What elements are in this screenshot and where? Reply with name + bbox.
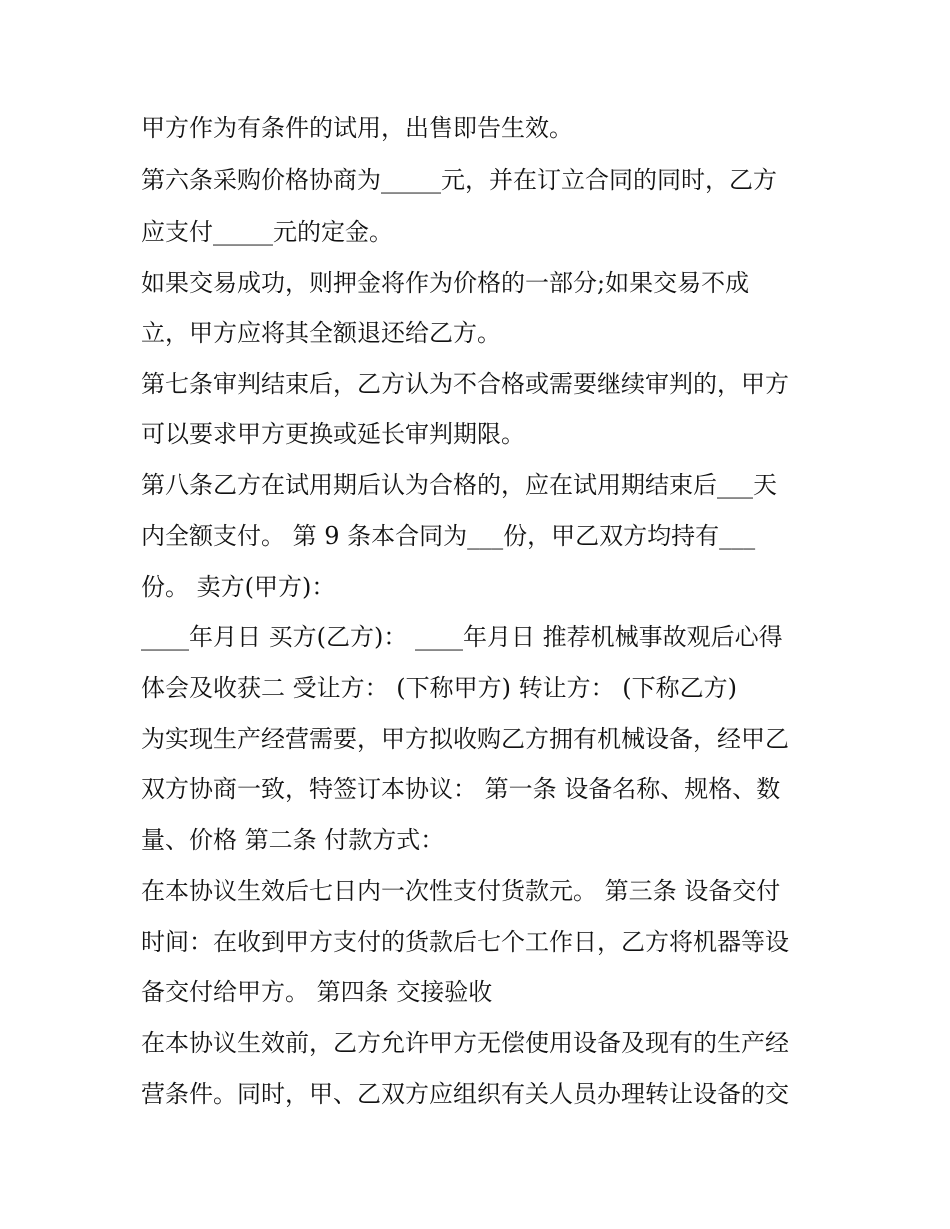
text-line: 在本协议生效前，乙方允许甲方无偿使用设备及现有的生产经	[141, 1029, 789, 1057]
text-line: 应支付_____元的定金。	[141, 218, 393, 246]
text-line: 立，甲方应将其全额退还给乙方。	[141, 319, 501, 347]
text-line: 份。 卖方(甲方)：	[141, 573, 336, 601]
text-line: 甲方作为有条件的试用，出售即告生效。	[141, 114, 573, 142]
text-line: 量、价格 第二条 付款方式：	[141, 826, 445, 854]
text-line: 第六条采购价格协商为_____元，并在订立合同的同时，乙方	[141, 166, 777, 194]
text-line: 为实现生产经营需要，甲方拟收购乙方拥有机械设备，经甲乙	[141, 725, 789, 753]
text-line: 内全额支付。 第 9 条本合同为___份，甲乙双方均持有___	[141, 522, 756, 550]
text-line: 时间：在收到甲方支付的货款后七个工作日，乙方将机器等设	[141, 928, 789, 956]
text-line: 备交付给甲方。 第四条 交接验收	[141, 978, 493, 1006]
text-line: ____年月日 买方(乙方)： ____年月日 推荐机械事故观后心得	[141, 623, 783, 651]
text-line: 第八条乙方在试用期后认为合格的，应在试用期结束后___天	[141, 471, 777, 499]
text-line: 第七条审判结束后，乙方认为不合格或需要继续审判的，甲方	[141, 370, 789, 398]
text-line: 双方协商一致，特签订本协议： 第一条 设备名称、规格、数	[141, 775, 781, 803]
text-line: 如果交易成功，则押金将作为价格的一部分;如果交易不成	[141, 269, 750, 297]
text-line: 营条件。同时，甲、乙双方应组织有关人员办理转让设备的交	[141, 1080, 789, 1108]
text-line: 体会及收获二 受让方： (下称甲方) 转让方： (下称乙方)	[141, 674, 737, 702]
text-line: 可以要求甲方更换或延长审判期限。	[141, 420, 525, 448]
text-line: 在本协议生效后七日内一次性支付货款元。 第三条 设备交付	[141, 877, 781, 905]
